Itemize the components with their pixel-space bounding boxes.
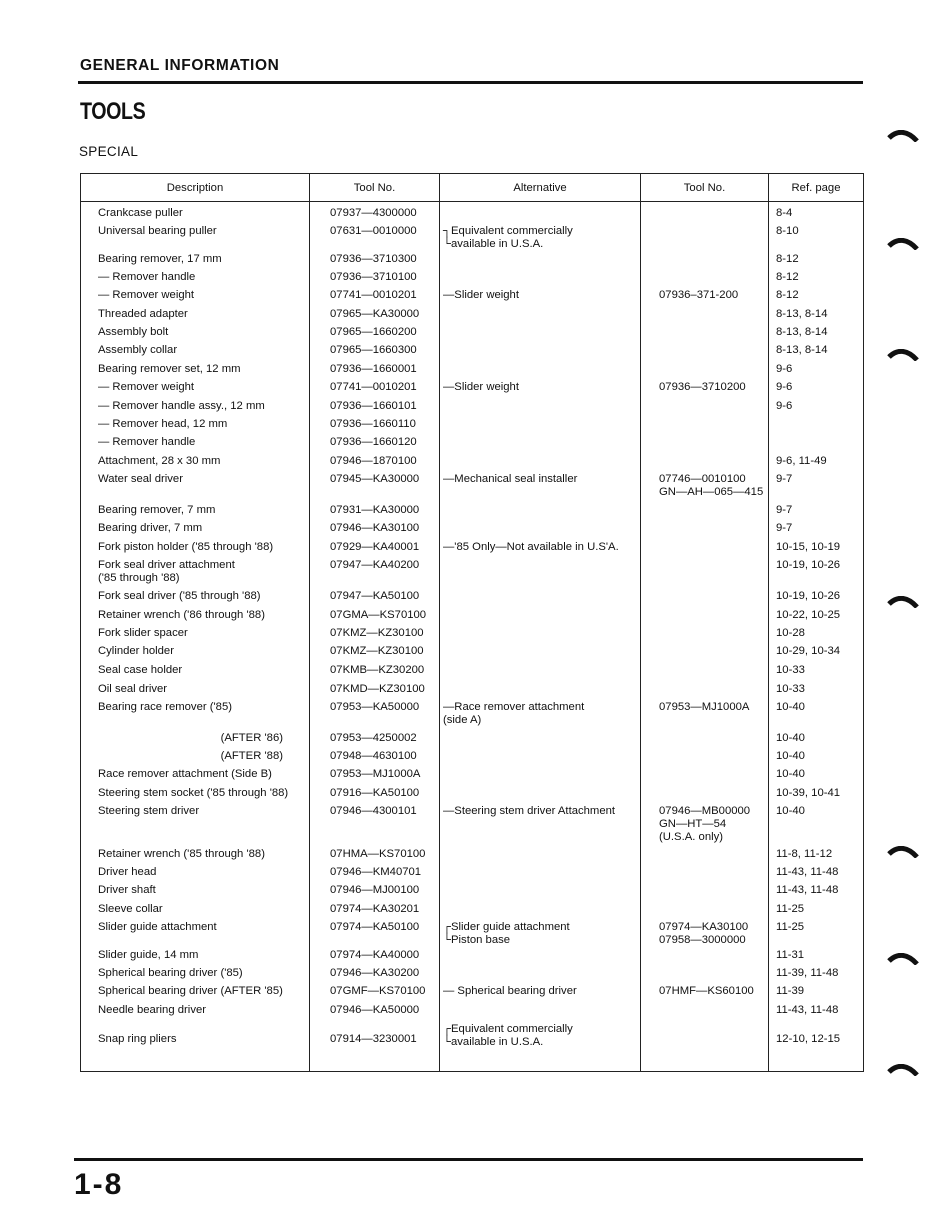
cell-alt-tool-no — [641, 626, 769, 644]
binder-hole-mark — [887, 238, 919, 250]
cell-description: Water seal driver — [81, 472, 310, 503]
cell-alternative: — Spherical bearing driver — [440, 984, 641, 1003]
cell-tool-no: 07947—KA40200 — [310, 558, 440, 589]
cell-ref-page: 9-7 — [776, 522, 793, 534]
cell-alternative: ┐Equivalent commercially └available in U.S.A. — [440, 224, 641, 252]
cell-alternative — [440, 865, 641, 883]
cell-alt-tool-no — [641, 417, 769, 435]
table-row — [81, 984, 864, 1003]
cell-tool-no: 07936—1660001 — [310, 362, 440, 380]
cell-alt-tool-no — [641, 343, 769, 362]
table-row — [81, 966, 864, 984]
table-row — [81, 1022, 864, 1057]
cell-description: Slider guide attachment — [81, 920, 310, 948]
cell-alt-tool-no — [641, 786, 769, 804]
cell-alternative — [440, 558, 641, 589]
table-row — [81, 663, 864, 682]
column-header-alternative: Alternative — [440, 174, 641, 202]
cell-tool-no: 07631—0010000 — [310, 224, 440, 252]
cell-tool-no: 07916—KA50100 — [310, 786, 440, 804]
cell-alternative — [440, 252, 641, 270]
cell-tool-no: 07953—KA50000 — [310, 700, 440, 731]
cell-alt-tool-no: 07936–371-200 — [641, 288, 769, 307]
cell-ref-page: 8-13, 8-14 — [776, 308, 828, 320]
cell-ref-page: 10-15, 10-19 — [776, 541, 841, 553]
table-spacer-cell — [440, 1057, 641, 1072]
cell-tool-no: 07946—KA30200 — [310, 966, 440, 984]
cell-alternative — [440, 847, 641, 865]
binder-hole-mark — [887, 596, 919, 608]
cell-alternative — [440, 749, 641, 767]
cell-ref-page: 11-25 — [776, 903, 805, 915]
cell-tool-no: 07974—KA30201 — [310, 902, 440, 920]
cell-description: Cylinder holder — [81, 644, 310, 663]
cell-alternative — [440, 417, 641, 435]
cell-alternative — [440, 435, 641, 454]
cell-alternative — [440, 503, 641, 521]
table-spacer-cell — [310, 1057, 440, 1072]
cell-description: Bearing driver, 7 mm — [81, 521, 310, 540]
cell-description: Fork seal driver ('85 through '88) — [81, 589, 310, 608]
cell-alt-tool-no — [641, 224, 769, 252]
cell-tool-no: 07HMA—KS70100 — [310, 847, 440, 865]
cell-alt-tool-no: 07974—KA30100 07958—3000000 — [641, 920, 769, 948]
table-row — [81, 454, 864, 472]
cell-alternative — [440, 626, 641, 644]
cell-tool-no: 07946—MJ00100 — [310, 883, 440, 902]
cell-alternative — [440, 883, 641, 902]
table-row — [81, 503, 864, 521]
cell-description: Bearing remover set, 12 mm — [81, 362, 310, 380]
cell-ref-page: 10-39, 10-41 — [776, 787, 841, 799]
cell-tool-no: 07741—0010201 — [310, 380, 440, 399]
cell-description: Needle bearing driver — [81, 1003, 310, 1022]
cell-description: Crankcase puller — [81, 206, 310, 224]
table-row — [81, 521, 864, 540]
cell-description: Universal bearing puller — [81, 224, 310, 252]
cell-description: Bearing remover, 17 mm — [81, 252, 310, 270]
cell-alternative — [440, 767, 641, 786]
cell-ref-page: 8-4 — [776, 207, 793, 219]
cell-alternative: —Steering stem driver Attachment — [440, 804, 641, 847]
cell-alternative — [440, 731, 641, 749]
cell-alt-tool-no: 07946—MB00000 GN—HT—54 (U.S.A. only) — [641, 804, 769, 847]
cell-alt-tool-no — [641, 206, 769, 224]
cell-tool-no: 07936—3710300 — [310, 252, 440, 270]
cell-alt-tool-no — [641, 270, 769, 288]
cell-alt-tool-no — [641, 865, 769, 883]
cell-alt-tool-no — [641, 731, 769, 749]
table-row — [81, 902, 864, 920]
cell-alt-tool-no — [641, 325, 769, 343]
cell-description: Seal case holder — [81, 663, 310, 682]
cell-description: Steering stem driver — [81, 804, 310, 847]
binder-hole-mark — [887, 349, 919, 361]
cell-alt-tool-no — [641, 503, 769, 521]
cell-description: Spherical bearing driver ('85) — [81, 966, 310, 984]
cell-alternative — [440, 521, 641, 540]
cell-description: Slider guide, 14 mm — [81, 948, 310, 966]
cell-alt-tool-no — [641, 540, 769, 558]
header-rule — [78, 81, 863, 84]
cell-description: Fork slider spacer — [81, 626, 310, 644]
cell-ref-page: 11-25 — [776, 921, 805, 933]
binder-hole-mark — [887, 130, 919, 142]
cell-description: Driver head — [81, 865, 310, 883]
cell-alternative — [440, 902, 641, 920]
cell-description: — Remover head, 12 mm — [81, 417, 310, 435]
table-spacer-row — [81, 1057, 864, 1072]
table-spacer-cell — [769, 1057, 864, 1072]
cell-ref-page: 11-31 — [776, 949, 805, 961]
cell-tool-no: 07929—KA40001 — [310, 540, 440, 558]
table-row — [81, 472, 864, 503]
cell-tool-no: 07KMB—KZ30200 — [310, 663, 440, 682]
cell-alt-tool-no — [641, 663, 769, 682]
table-spacer-cell — [81, 1057, 310, 1072]
cell-alternative — [440, 325, 641, 343]
cell-description: Oil seal driver — [81, 682, 310, 700]
table-row — [81, 731, 864, 749]
cell-alt-tool-no — [641, 589, 769, 608]
cell-ref-page: 11-43, 11-48 — [776, 884, 839, 896]
cell-alt-tool-no — [641, 362, 769, 380]
cell-description: Bearing remover, 7 mm — [81, 503, 310, 521]
cell-alternative — [440, 206, 641, 224]
cell-ref-page: 8-13, 8-14 — [776, 344, 828, 356]
cell-tool-no: 07946—4300101 — [310, 804, 440, 847]
cell-description: — Remover weight — [81, 288, 310, 307]
table-row — [81, 608, 864, 626]
cell-description: Driver shaft — [81, 883, 310, 902]
cell-description: Threaded adapter — [81, 307, 310, 325]
table-row — [81, 644, 864, 663]
table-row — [81, 288, 864, 307]
cell-description: Spherical bearing driver (AFTER '85) — [81, 984, 310, 1003]
table-row — [81, 540, 864, 558]
cell-ref-page: 10-40 — [776, 732, 805, 744]
cell-alt-tool-no — [641, 454, 769, 472]
cell-alternative — [440, 399, 641, 417]
table-row — [81, 920, 864, 948]
table-row — [81, 786, 864, 804]
cell-ref-page: 8-10 — [776, 225, 799, 237]
column-header-tool-no: Tool No. — [310, 174, 440, 202]
cell-alternative: —Race remover attachment (side A) — [440, 700, 641, 731]
table-header-row — [81, 174, 864, 202]
cell-ref-page: 10-29, 10-34 — [776, 645, 841, 657]
table-row — [81, 399, 864, 417]
subheading: SPECIAL — [79, 144, 139, 159]
cell-alternative — [440, 307, 641, 325]
cell-alternative — [440, 362, 641, 380]
cell-description: — Remover handle — [81, 270, 310, 288]
cell-description: — Remover handle assy., 12 mm — [81, 399, 310, 417]
footer-rule — [74, 1158, 863, 1161]
cell-tool-no: 07974—KA40000 — [310, 948, 440, 966]
cell-ref-page: 10-40 — [776, 805, 805, 817]
cell-tool-no: 07936—1660101 — [310, 399, 440, 417]
cell-tool-no: 07965—1660300 — [310, 343, 440, 362]
table-row — [81, 767, 864, 786]
cell-description: Race remover attachment (Side B) — [81, 767, 310, 786]
cell-ref-page: 12-10, 12-15 — [776, 1033, 841, 1045]
cell-alternative: —Mechanical seal installer — [440, 472, 641, 503]
section-title: GENERAL INFORMATION — [80, 57, 280, 74]
cell-tool-no: 07947—KA50100 — [310, 589, 440, 608]
cell-tool-no: 07936—3710100 — [310, 270, 440, 288]
cell-ref-page: 11-8, 11-12 — [776, 848, 833, 860]
cell-ref-page: 8-12 — [776, 253, 799, 265]
cell-tool-no: 07946—KM40701 — [310, 865, 440, 883]
cell-alt-tool-no — [641, 252, 769, 270]
cell-alt-tool-no: 07953—MJ1000A — [641, 700, 769, 731]
cell-ref-page: 11-43, 11-48 — [776, 1004, 839, 1016]
cell-ref-page: 10-33 — [776, 664, 805, 676]
cell-alternative: ┌Slider guide attachment └Piston base — [440, 920, 641, 948]
cell-alt-tool-no — [641, 521, 769, 540]
cell-alternative — [440, 270, 641, 288]
cell-alt-tool-no: 07746—0010100 GN—AH—065—415 — [641, 472, 769, 503]
cell-ref-page: 9-6 — [776, 363, 793, 375]
page-number: 1-8 — [74, 1168, 124, 1201]
cell-ref-page: 10-28 — [776, 627, 805, 639]
cell-tool-no: 07946—KA30100 — [310, 521, 440, 540]
table-row — [81, 417, 864, 435]
table-row — [81, 883, 864, 902]
table-row — [81, 749, 864, 767]
cell-ref-page: 9-6, 11-49 — [776, 455, 827, 467]
cell-description: Snap ring pliers — [81, 1022, 310, 1057]
cell-ref-page: 11-39, 11-48 — [776, 967, 839, 979]
cell-alt-tool-no — [641, 682, 769, 700]
table-row — [81, 270, 864, 288]
page-title: TOOLS — [80, 98, 146, 125]
cell-alt-tool-no — [641, 435, 769, 454]
cell-ref-page: 10-40 — [776, 701, 805, 713]
cell-alt-tool-no — [641, 399, 769, 417]
cell-description: (AFTER '88) — [81, 749, 310, 767]
table-row — [81, 307, 864, 325]
table-row — [81, 589, 864, 608]
cell-alternative — [440, 454, 641, 472]
cell-alternative — [440, 966, 641, 984]
column-header-alt-tool-no: Tool No. — [641, 174, 769, 202]
cell-tool-no: 07965—1660200 — [310, 325, 440, 343]
cell-tool-no: 07965—KA30000 — [310, 307, 440, 325]
cell-tool-no: 07914—3230001 — [310, 1022, 440, 1057]
cell-tool-no: 07KMZ—KZ30100 — [310, 626, 440, 644]
cell-ref-page: 9-6 — [776, 381, 793, 393]
cell-tool-no: 07KMZ—KZ30100 — [310, 644, 440, 663]
cell-alt-tool-no — [641, 1003, 769, 1022]
cell-alt-tool-no — [641, 307, 769, 325]
cell-alt-tool-no — [641, 644, 769, 663]
table-row — [81, 847, 864, 865]
cell-alternative — [440, 682, 641, 700]
table-row — [81, 804, 864, 847]
cell-alternative — [440, 343, 641, 362]
cell-ref-page: 10-19, 10-26 — [776, 559, 841, 571]
cell-alternative — [440, 589, 641, 608]
cell-description: Retainer wrench ('86 through '88) — [81, 608, 310, 626]
cell-ref-page: 10-19, 10-26 — [776, 590, 841, 602]
cell-tool-no: 07936—1660110 — [310, 417, 440, 435]
table-row — [81, 343, 864, 362]
cell-description: — Remover handle — [81, 435, 310, 454]
cell-alt-tool-no: 07HMF—KS60100 — [641, 984, 769, 1003]
cell-ref-page: 9-7 — [776, 473, 793, 485]
cell-alt-tool-no — [641, 966, 769, 984]
cell-alternative — [440, 948, 641, 966]
cell-alt-tool-no: 07936—3710200 — [641, 380, 769, 399]
cell-description: (AFTER '86) — [81, 731, 310, 749]
cell-tool-no: 07931—KA30000 — [310, 503, 440, 521]
cell-ref-page: 8-12 — [776, 289, 799, 301]
cell-tool-no: 07936—1660120 — [310, 435, 440, 454]
table-row — [81, 682, 864, 700]
table-row — [81, 206, 864, 224]
cell-description: Steering stem socket ('85 through '88) — [81, 786, 310, 804]
binder-hole-mark — [887, 846, 919, 858]
cell-alternative — [440, 1003, 641, 1022]
cell-alt-tool-no — [641, 767, 769, 786]
cell-alt-tool-no — [641, 1022, 769, 1057]
cell-ref-page: 8-12 — [776, 271, 799, 283]
table-spacer-cell — [641, 1057, 769, 1072]
table-row — [81, 252, 864, 270]
table-row — [81, 1003, 864, 1022]
cell-alternative: —Slider weight — [440, 288, 641, 307]
table-row — [81, 558, 864, 589]
cell-tool-no: 07741—0010201 — [310, 288, 440, 307]
cell-tool-no: 07946—1870100 — [310, 454, 440, 472]
table-row — [81, 224, 864, 252]
cell-alt-tool-no — [641, 608, 769, 626]
special-tools-table — [80, 173, 864, 1072]
cell-description: Assembly collar — [81, 343, 310, 362]
cell-alt-tool-no — [641, 948, 769, 966]
cell-ref-page: 10-40 — [776, 768, 805, 780]
table-body — [81, 202, 864, 1072]
cell-ref-page: 9-7 — [776, 504, 793, 516]
table-row — [81, 948, 864, 966]
table-row — [81, 435, 864, 454]
cell-description: Fork seal driver attachment ('85 through '88) — [81, 558, 310, 589]
cell-tool-no: 07948—4630100 — [310, 749, 440, 767]
cell-alternative — [440, 608, 641, 626]
cell-alt-tool-no — [641, 902, 769, 920]
cell-tool-no: 07946—KA50000 — [310, 1003, 440, 1022]
cell-alternative: —Slider weight — [440, 380, 641, 399]
cell-tool-no: 07KMD—KZ30100 — [310, 682, 440, 700]
cell-alternative — [440, 786, 641, 804]
cell-alternative — [440, 644, 641, 663]
cell-ref-page — [769, 435, 864, 454]
table-row — [81, 626, 864, 644]
cell-tool-no: 07953—4250002 — [310, 731, 440, 749]
cell-description: Bearing race remover ('85) — [81, 700, 310, 731]
table-row — [81, 865, 864, 883]
binder-hole-mark — [887, 953, 919, 965]
cell-description: — Remover weight — [81, 380, 310, 399]
table-row — [81, 700, 864, 731]
cell-ref-page: 9-6 — [776, 400, 793, 412]
cell-description: Sleeve collar — [81, 902, 310, 920]
table-row — [81, 325, 864, 343]
cell-alternative — [440, 663, 641, 682]
column-header-ref-page: Ref. page — [769, 174, 864, 202]
cell-alternative: —'85 Only—Not available in U.S'A. — [440, 540, 641, 558]
cell-description: Assembly bolt — [81, 325, 310, 343]
cell-tool-no: 07937—4300000 — [310, 206, 440, 224]
table-row — [81, 362, 864, 380]
cell-alt-tool-no — [641, 558, 769, 589]
cell-alt-tool-no — [641, 847, 769, 865]
cell-ref-page: 11-43, 11-48 — [776, 866, 839, 878]
cell-alt-tool-no — [641, 883, 769, 902]
cell-description: Fork piston holder ('85 through '88) — [81, 540, 310, 558]
cell-tool-no: 07GMA—KS70100 — [310, 608, 440, 626]
cell-ref-page: 11-39 — [776, 985, 805, 997]
cell-tool-no: 07974—KA50100 — [310, 920, 440, 948]
cell-alternative: ┌Equivalent commercially └available in U.S.A. — [440, 1022, 641, 1057]
cell-ref-page: 8-13, 8-14 — [776, 326, 828, 338]
cell-tool-no: 07GMF—KS70100 — [310, 984, 440, 1003]
cell-ref-page: 10-22, 10-25 — [776, 609, 841, 621]
table-row — [81, 380, 864, 399]
cell-description: Attachment, 28 x 30 mm — [81, 454, 310, 472]
column-header-description: Description — [81, 174, 310, 202]
cell-tool-no: 07945—KA30000 — [310, 472, 440, 503]
cell-alt-tool-no — [641, 749, 769, 767]
cell-ref-page: 10-33 — [776, 683, 805, 695]
binder-hole-mark — [887, 1064, 919, 1076]
cell-ref-page: 10-40 — [776, 750, 805, 762]
cell-tool-no: 07953—MJ1000A — [310, 767, 440, 786]
cell-description: Retainer wrench ('85 through '88) — [81, 847, 310, 865]
cell-ref-page — [769, 417, 864, 435]
